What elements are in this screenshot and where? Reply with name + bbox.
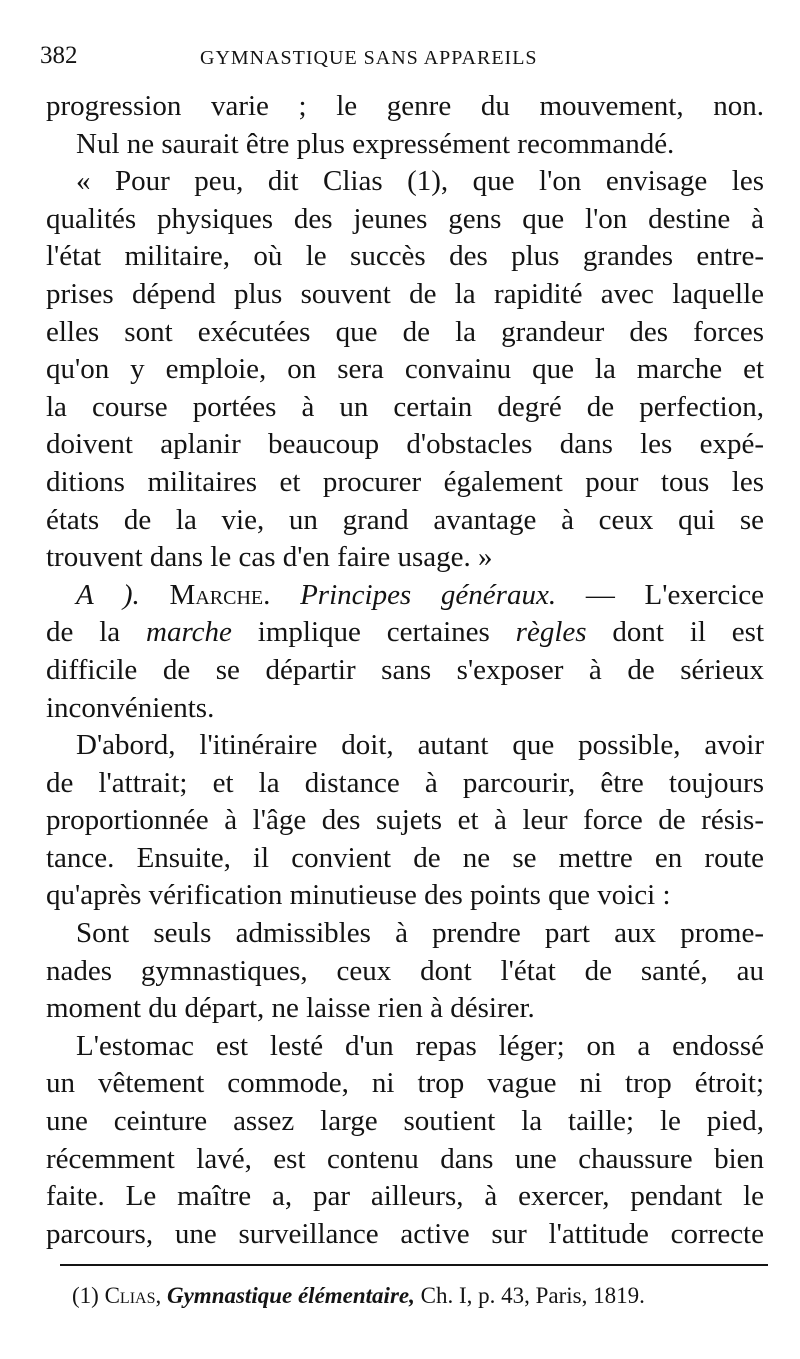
footnote-marker: (1) xyxy=(72,1283,99,1308)
text-line: l'état militaire, où le succès des plus grandes entre- xyxy=(46,240,764,273)
section-subheading: Principes généraux. xyxy=(300,578,557,611)
text-line xyxy=(46,614,764,652)
footnote-work: Gymnastique élémentaire, xyxy=(166,1283,415,1308)
footnote-divider xyxy=(60,1264,768,1266)
section-heading: Marche. xyxy=(169,578,271,611)
text-line: ditions militaires et procurer également pour tous les xyxy=(46,465,764,498)
footnote-reference: Ch. I, p. 43, Paris, 1819. xyxy=(420,1283,645,1308)
emphasis-marche: marche xyxy=(146,616,232,649)
text-line: Sont seuls admissibles à prendre part aux prome- xyxy=(76,917,764,950)
text-line: trouvent dans le cas d'en faire usage. » xyxy=(46,541,493,574)
text-fragment: dont il est xyxy=(612,616,765,649)
text-line: Nul ne saurait être plus expressément recommandé. xyxy=(76,127,675,160)
text-line: L'estomac est lesté d'un repas léger; on a endossé xyxy=(76,1029,764,1062)
text-line: progression varie ; le genre du mouvement, non. xyxy=(46,90,764,122)
text-line: proportionnée à l'âge des sujets et à leur force de résis- xyxy=(46,804,764,837)
text-line: elles sont exécutées que de la grandeur des forces xyxy=(46,315,764,348)
text-line: récemment lavé, est contenu dans une chaussure bien xyxy=(46,1142,764,1175)
text-line: doivent aplanir beaucoup d'obstacles dans les expé- xyxy=(46,428,764,461)
text-line: tance. Ensuite, il convient de ne se mettre en route xyxy=(46,841,764,874)
text-line: qu'après vérification minutieuse des points que voici : xyxy=(46,879,671,912)
text-fragment: de la xyxy=(46,616,121,649)
text-line: la course portées à un certain degré de perfection, xyxy=(46,390,764,423)
body-text xyxy=(46,88,764,1253)
page-number: 382 xyxy=(40,42,78,69)
text-line: qualités physiques des jeunes gens que l'on destine à xyxy=(46,202,764,235)
text-line: de l'attrait; et la distance à parcourir, être toujours xyxy=(46,766,764,799)
text-fragment: implique certaines xyxy=(257,616,490,649)
text-line: parcours, une surveillance active sur l'attitude correcte xyxy=(46,1217,764,1250)
text-line: qu'on y emploie, on sera convainu que la marche et xyxy=(46,353,764,386)
text-line: inconvénients. xyxy=(46,691,215,724)
text-line: un vêtement commode, ni trop vague ni trop étroit; xyxy=(46,1067,764,1100)
section-rest: — L'exercice xyxy=(585,578,765,611)
text-line: faite. Le maître a, par ailleurs, à exercer, pendant le xyxy=(46,1180,764,1213)
footnote-author: Clias, xyxy=(104,1283,162,1308)
text-line: difficile de se départir sans s'exposer à de sérieux xyxy=(46,653,764,686)
text-line: nades gymnastiques, ceux dont l'état de santé, au xyxy=(46,954,764,987)
text-line: prises dépend plus souvent de la rapidité avec laquelle xyxy=(46,277,764,310)
text-line: « Pour peu, dit Clias (1), que l'on envisage les xyxy=(76,165,764,198)
text-line: moment du départ, ne laisse rien à désirer. xyxy=(46,992,535,1025)
footnote xyxy=(72,1283,645,1309)
section-heading-line xyxy=(46,577,764,615)
text-line: une ceinture assez large soutient la taille; le pied, xyxy=(46,1105,764,1138)
running-title: GYMNASTIQUE SANS APPAREILS xyxy=(200,47,538,69)
text-line: D'abord, l'itinéraire doit, autant que possible, avoir xyxy=(76,729,764,762)
page-header xyxy=(40,42,760,76)
text-line: états de la vie, un grand avantage à ceux qui se xyxy=(46,503,764,536)
emphasis-regles: règles xyxy=(515,616,587,649)
section-label: A ). xyxy=(76,578,140,611)
